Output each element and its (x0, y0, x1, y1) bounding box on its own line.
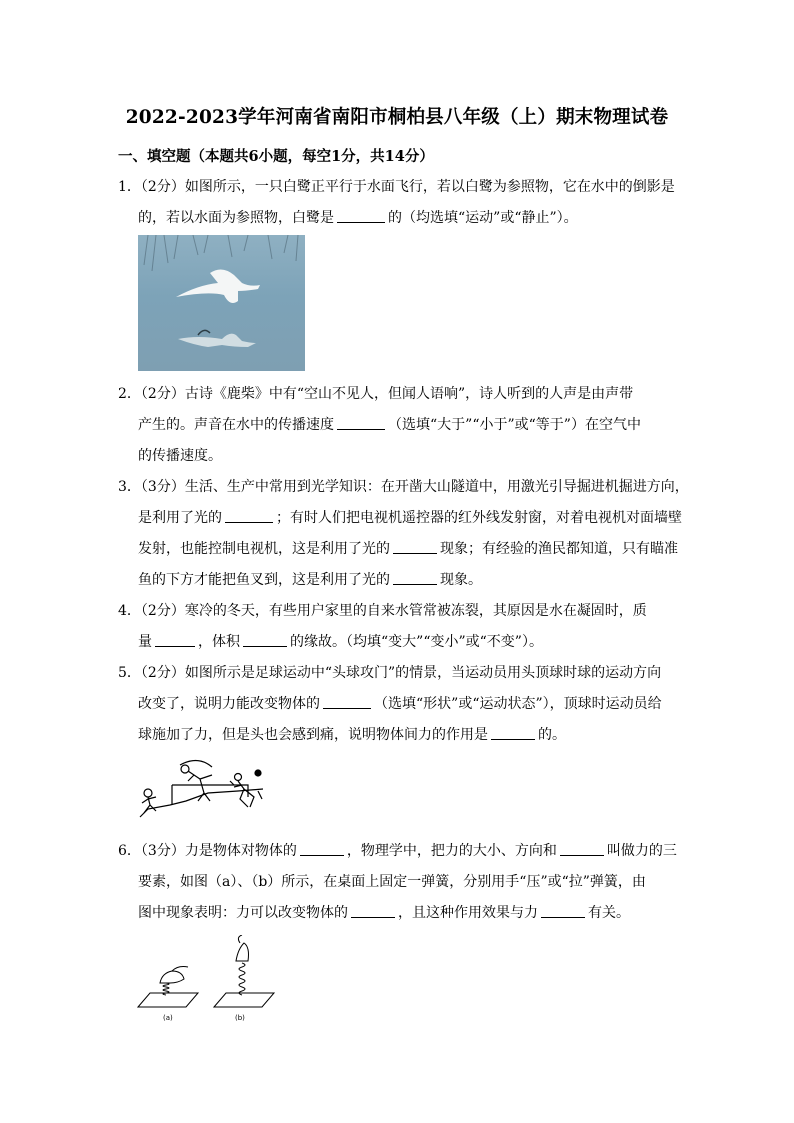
answer-blank[interactable] (560, 841, 604, 856)
q2-line3: 的传播速度。 (138, 448, 222, 464)
answer-blank[interactable] (351, 903, 395, 918)
q2-line1: 2．（2分）古诗《鹿柴》中有“空山不见人，但闻人语响”，诗人听到的人声是由声带 (118, 386, 634, 402)
question-3 (118, 472, 689, 596)
egret-icon (138, 235, 305, 371)
section-heading: 一、填空题（本题共6小题，每空1分，共14分） (118, 148, 434, 165)
q5-line2 (118, 689, 683, 720)
answer-blank[interactable] (155, 632, 195, 647)
q5-text-a: 改变了，说明力能改变物体的 (138, 696, 320, 712)
spring-figure (136, 935, 276, 1025)
q1-line1: 1．（2分）如图所示，一只白鹭正平行于水面飞行，若以白鹭为参照物，它在水中的倒影是 (118, 179, 675, 195)
answer-blank[interactable] (323, 694, 371, 709)
soccer-icon (138, 757, 278, 819)
q1-line2 (118, 203, 683, 234)
answer-blank[interactable] (225, 508, 273, 523)
q6-text-f: 有关。 (588, 905, 630, 921)
q3-line3 (118, 534, 683, 565)
q1-text-a: 的，若以水面为参照物，白鹭是 (138, 210, 334, 226)
q3-text-a: 是利用了光的 (138, 510, 222, 526)
q6-text-c: 叫做力的三 (606, 843, 677, 859)
q4-text-c: 的缘故。（均填“变大”“变小”或“不变”）。 (290, 634, 543, 650)
question-2 (118, 379, 683, 472)
q5-line1: 5．（2分）如图所示是足球运动中“头球攻门”的情景，当运动员用头顶球时球的运动方向 (118, 665, 662, 681)
q5-text-b: （选填“形状”或“运动状态”），顶球时运动员给 (374, 696, 662, 712)
answer-blank[interactable] (541, 903, 585, 918)
q6-line2: 要素，如图（a）、（b）所示，在桌面上固定一弹簧，分别用手“压”或“拉”弹簧，由 (138, 874, 646, 890)
question-6 (118, 836, 683, 929)
q5-text-c: 球施加了力，但是头也会感到痛，说明物体间力的作用是 (138, 727, 488, 743)
q1-text-b: 的（均选填“运动”或“静止”）。 (388, 210, 578, 226)
answer-blank[interactable] (337, 208, 385, 223)
q2-text-a: 产生的。声音在水中的传播速度 (138, 417, 334, 433)
q6-text-b: ，物理学中，把力的大小、方向和 (346, 843, 557, 859)
q2-text-b: （选填“大于”“小于”或“等于”）在空气中 (388, 417, 641, 433)
q3-text-e: 鱼的下方才能把鱼叉到，这是利用了光的 (138, 572, 390, 588)
egret-photo (138, 235, 305, 371)
q3-text-c: 发射，也能控制电视机，这是利用了光的 (138, 541, 390, 557)
q5-line3 (118, 720, 683, 751)
q4-line1: 4．（2分）寒冷的冬天，有些用户家里的自来水管常被冻裂，其原因是水在凝固时，质 (118, 603, 647, 619)
q3-text-f: 现象。 (440, 572, 482, 588)
q4-line2 (118, 627, 683, 658)
q6-line3 (118, 898, 683, 929)
q4-text-a: 量 (138, 634, 152, 650)
question-1 (118, 172, 683, 234)
q4-text-b: ，体积 (198, 634, 240, 650)
q2-line2 (118, 410, 683, 441)
answer-blank[interactable] (491, 725, 535, 740)
q3-line4 (118, 565, 683, 596)
soccer-header-drawing (138, 757, 278, 819)
answer-blank[interactable] (300, 841, 344, 856)
q6-text-e: ，且这种作用效果与力 (398, 905, 538, 921)
question-5 (118, 658, 683, 751)
caption-a: (a) (163, 1014, 173, 1022)
q3-line2 (118, 503, 683, 534)
q5-text-d: 的。 (538, 727, 566, 743)
q3-text-d: 现象；有经验的渔民都知道，只有瞄准 (440, 541, 678, 557)
answer-blank[interactable] (393, 570, 437, 585)
caption-b: (b) (235, 1014, 245, 1022)
spring-icon (136, 935, 276, 1025)
q6-text-d: 图中现象表明：力可以改变物体的 (138, 905, 348, 921)
answer-blank[interactable] (243, 632, 287, 647)
answer-blank[interactable] (337, 415, 385, 430)
answer-blank[interactable] (393, 539, 437, 554)
q6-text-a: 6．（3分）力是物体对物体的 (118, 843, 297, 859)
exam-title: 2022-2023学年河南省南阳市桐柏县八年级（上）期末物理试卷 (125, 107, 669, 128)
q3-line1: 3．（3分）生活、生产中常用到光学知识：在开凿大山隧道中，用激光引导掘进机掘进方向， (118, 479, 689, 495)
q3-text-b: ；有时人们把电视机遥控器的红外线发射窗，对着电视机对面墙壁 (276, 510, 682, 526)
q6-line1 (118, 836, 683, 867)
question-4 (118, 596, 683, 658)
